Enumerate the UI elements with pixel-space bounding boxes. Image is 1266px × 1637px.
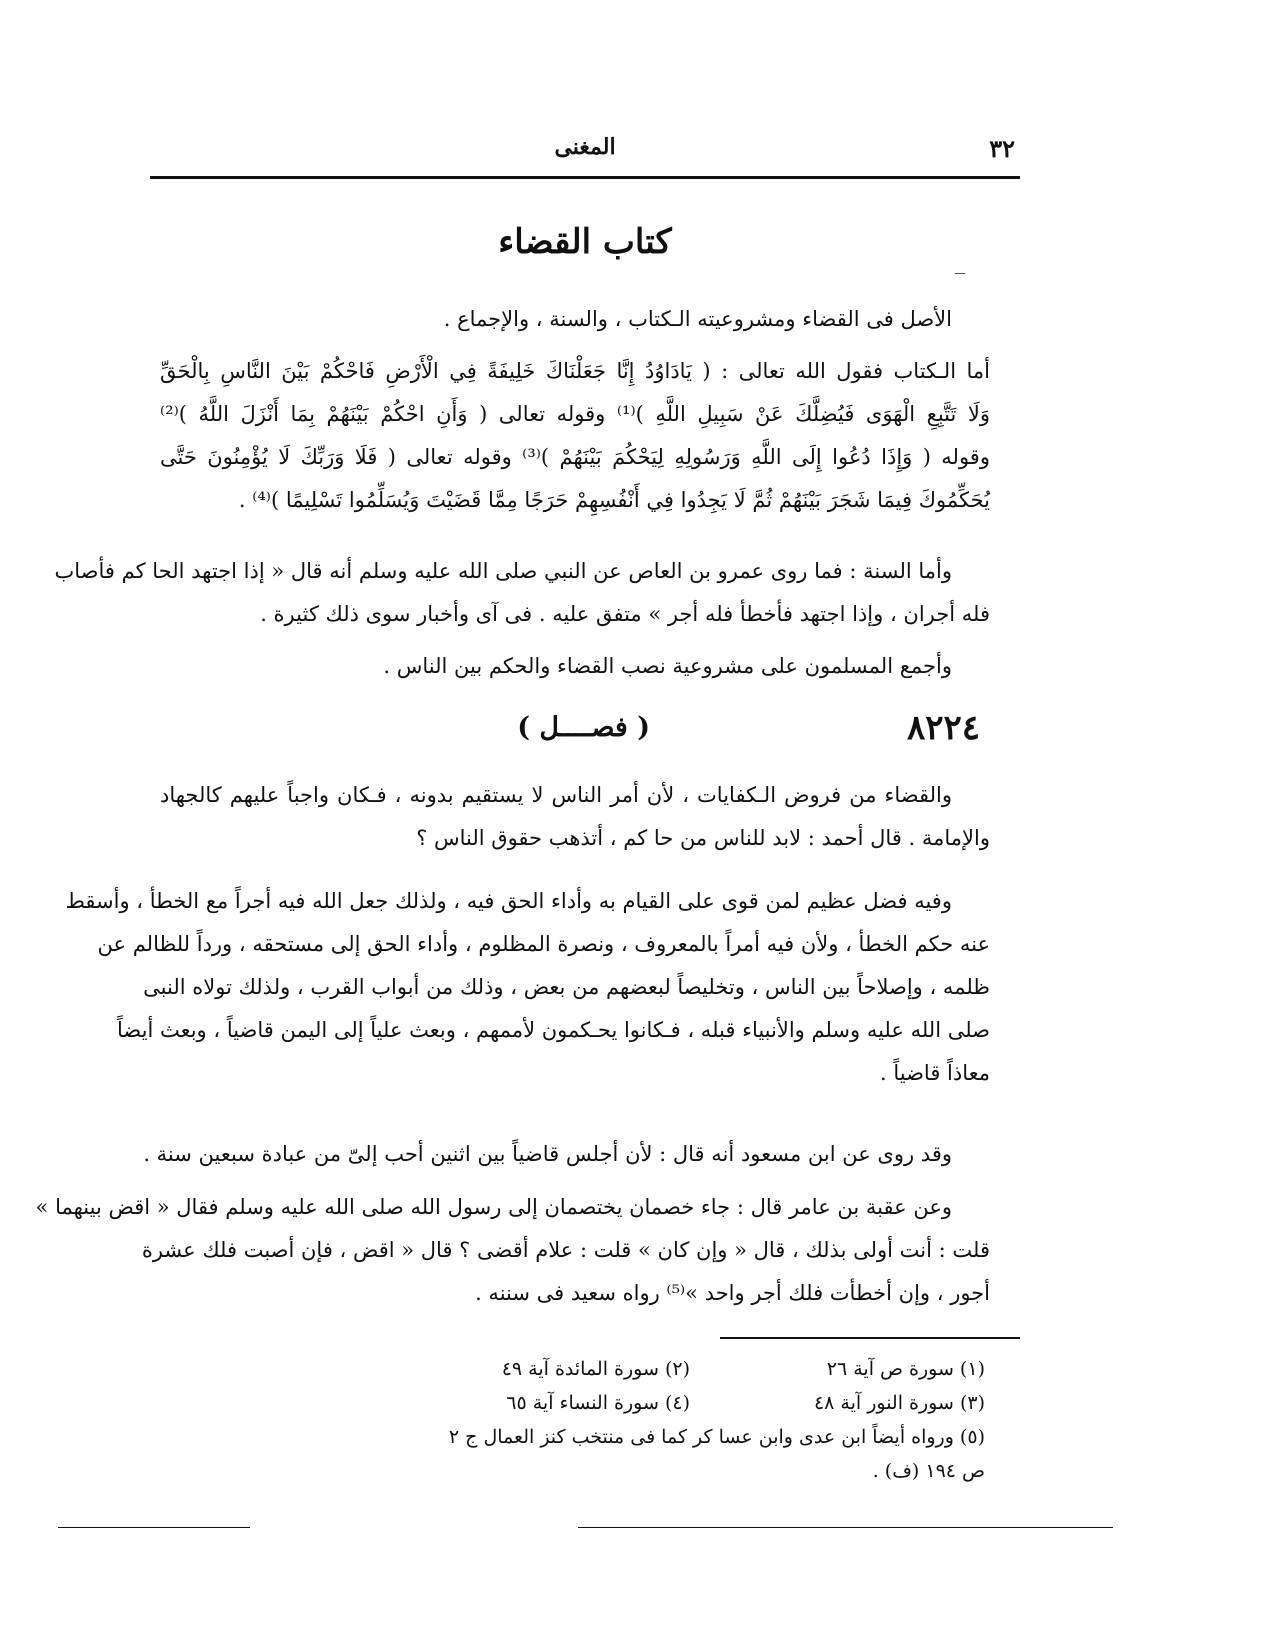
footnote-row xyxy=(440,1352,985,1386)
bottom-rule-left xyxy=(58,1527,250,1528)
text-line: ظلمه ، وإصلاحاً بين الناس ، وتخليصاً لبعضهم من بعض ، وذلك من أبواب القرب ، ولذلك تولاه النبى xyxy=(143,975,990,999)
text-line: عنه حكم الخطأ ، ولأن فيه أمراً بالمعروف ، ونصرة المظلوم ، وأداء الحق إلى مستحقه ، ورداً للظالم عن xyxy=(97,932,990,956)
text-line: أما الـكتاب فقول الله تعالى : ( يَادَاوُدُ إِنَّا جَعَلْنَاكَ خَلِيفَةً فِي الْأَرْضِ فَاحْكُمْ بَيْنَ النَّاسِ بِالْحَقِّ xyxy=(160,359,990,383)
paragraph-2 xyxy=(65,880,990,1095)
text-line: معاذاً قاضياً . xyxy=(880,1061,990,1085)
footnote-rule xyxy=(720,1337,1020,1339)
footnote-1: (١) سورة ص آية ٢٦ xyxy=(826,1358,985,1380)
footnote-4: (٤) سورة النساء آية ٦٥ xyxy=(506,1392,690,1414)
text-line: وأجمع المسلمون على مشروعية نصب القضاء والحكم بين الناس . xyxy=(383,654,952,678)
section-title: ( فصــــل ) xyxy=(517,712,650,743)
page-number: ٣٢ xyxy=(989,134,1015,163)
sunnah-paragraph xyxy=(54,550,990,636)
footnote-2: (٢) سورة المائدة آية ٤٩ xyxy=(501,1358,690,1380)
text-line: والقضاء من فروض الـكفايات ، لأن أمر الناس لا يستقيم بدونه ، فـكان واجباً عليهم كالجهاد xyxy=(160,783,952,807)
text-line: يُحَكِّمُوكَ فِيمَا شَجَرَ بَيْنَهُمْ ثُمَّ لَا يَجِدُوا فِي أَنْفُسِهِمْ حَرَجًا مِمَّا قَضَيْتَ وَيُسَلِّمُوا تَسْلِيمًا )⁽⁴⁾ . xyxy=(238,488,990,512)
text-line: وَلَا تَتَّبِعِ الْهَوَى فَيُضِلَّكَ عَنْ سَبِيلِ اللَّهِ )⁽¹⁾ وقوله تعالى ( وَأَنِ احْكُمْ بَيْنَهُمْ بِمَا أَنْزَلَ اللَّهُ )⁽²⁾ xyxy=(160,402,990,426)
intro-paragraph xyxy=(160,298,990,341)
text-line: الأصل فى القضاء ومشروعيته الـكتاب ، والسنة ، والإجماع . xyxy=(443,307,952,331)
text-line: وفيه فضل عظيم لمن قوى على القيام به وأداء الحق فيه ، ولذلك جعل الله فيه أجراً مع الخطأ ، وأسقط xyxy=(65,889,952,913)
paragraph-1 xyxy=(160,774,990,860)
book-title: كتاب القضاء xyxy=(498,222,672,262)
text-line: وأما السنة : فما روى عمرو بن العاص عن النبي صلى الله عليه وسلم أنه قال « إذا اجتهد الحا كم فأصاب xyxy=(54,559,952,583)
quran-paragraph xyxy=(160,350,990,522)
text-line: أجور ، وإن أخطأت فلك أجر واحد »⁽⁵⁾ رواه سعيد فى سننه . xyxy=(475,1281,990,1305)
running-title: المغنى xyxy=(554,134,616,160)
footnote-row xyxy=(440,1386,985,1420)
ijma-paragraph xyxy=(160,645,990,688)
text-line: وقد روى عن ابن مسعود أنه قال : لأن أجلس قاضياً بين اثنين أحب إلىّ من عبادة سبعين سنة . xyxy=(143,1142,952,1166)
text-line: صلى الله عليه وسلم والأنبياء قبله ، فـكانوا يحـكمون لأممهم ، وبعث علياً إلى اليمن قاضياً ، وبعث أيضاً xyxy=(116,1018,990,1042)
section-heading xyxy=(150,708,980,754)
text-line: وقوله ( وَإِذَا دُعُوا إِلَى اللَّهِ وَرَسُولِهِ لِيَحْكُمَ بَيْنَهُمْ )⁽³⁾ وقوله تعالى ( فَلَا وَرَبِّكَ لَا يُؤْمِنُونَ حَتَّى xyxy=(160,445,990,469)
page-header xyxy=(155,128,1015,176)
text-line: قلت : أنت أولى بذلك ، قال « وإن كان » قلت : علام أقضى ؟ قال « اقض ، فإن أصبت فلك عشرة xyxy=(141,1238,990,1262)
bottom-rule-right xyxy=(578,1527,1113,1528)
margin-mark xyxy=(955,273,965,274)
footnote-5: (٥) ورواه أيضاً ابن عدى وابن عسا كر كما فى منتخب كنز العمال ج ٢ ص ١٩٤ (ف) . xyxy=(448,1426,985,1482)
paragraph-4 xyxy=(35,1186,990,1315)
paragraph-3 xyxy=(143,1133,990,1176)
section-number: ٨٢٢٤ xyxy=(906,708,980,748)
text-line: والإمامة . قال أحمد : لابد للناس من حا كم ، أتذهب حقوق الناس ؟ xyxy=(416,826,990,850)
header-rule xyxy=(150,176,1020,179)
footnotes xyxy=(440,1352,985,1488)
text-line: فله أجران ، وإذا اجتهد فأخطأ فله أجر » متفق عليه . فى آى وأخبار سوى ذلك كثيرة . xyxy=(260,602,990,626)
footnote-3: (٣) سورة النور آية ٤٨ xyxy=(813,1392,985,1414)
text-line: وعن عقبة بن عامر قال : جاء خصمان يختصمان إلى رسول الله صلى الله عليه وسلم فقال « اقض بينهما » xyxy=(35,1195,952,1219)
